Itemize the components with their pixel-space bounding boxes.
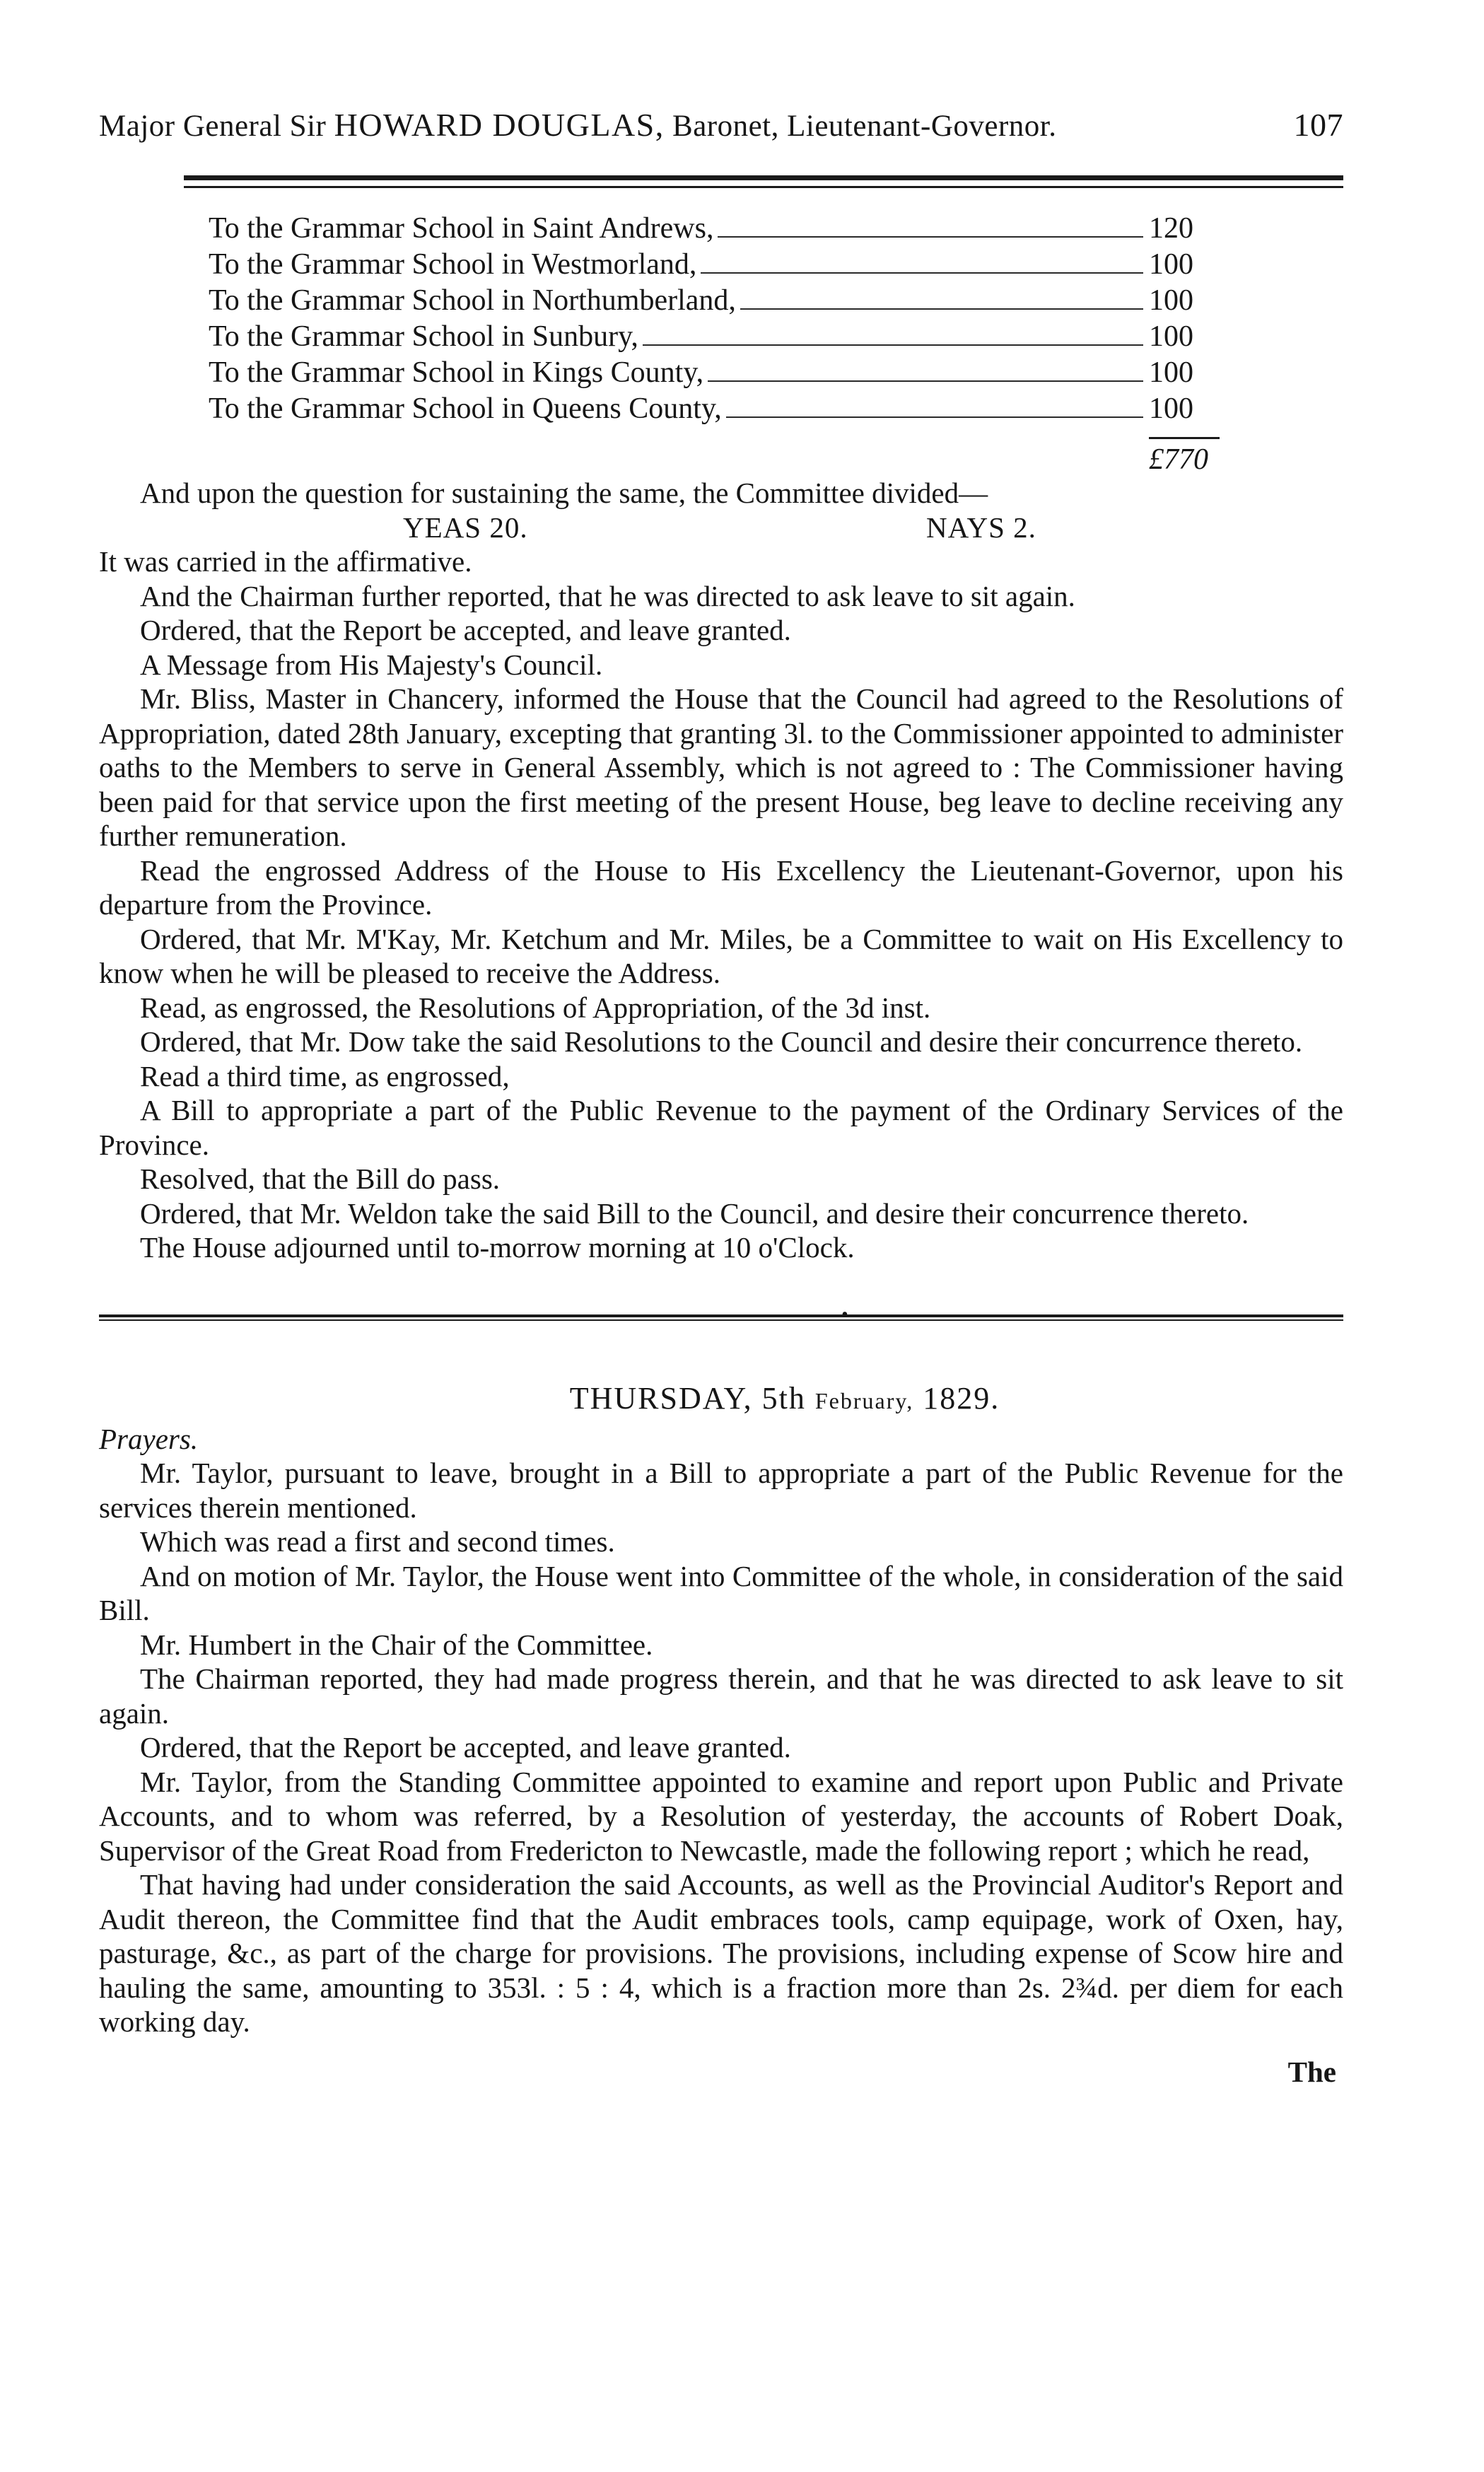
grant-row (209, 283, 1220, 319)
date-heading (99, 1380, 1343, 1416)
grant-amount: 100 (1149, 284, 1193, 317)
grant-row (209, 319, 1220, 355)
title-suffix: Baronet, Lieutenant-Governor. (664, 110, 1057, 143)
paragraph: The House adjourned until to-morrow morning at 10 o'Clock. (140, 1231, 855, 1264)
yeas-count: YEAS 20. (403, 511, 528, 544)
prayers-label: Prayers. (99, 1422, 199, 1455)
section-divider (99, 1303, 1343, 1326)
grant-amount: 120 (1149, 212, 1193, 245)
paragraph: Read a third time, as engrossed, (140, 1059, 510, 1092)
grants-total: £770 (1149, 437, 1220, 476)
grant-amount: 100 (1149, 320, 1193, 353)
divider-ornament: • (841, 1303, 848, 1326)
paragraph: Mr. Humbert in the Chair of the Committee. (140, 1628, 653, 1661)
grant-name: To the Grammar School in Sunbury, (209, 320, 638, 353)
header-rule (184, 175, 1343, 188)
date-day: THURSDAY, 5th (569, 1380, 815, 1416)
leader-line (643, 344, 1143, 346)
grant-amount: 100 (1149, 356, 1193, 389)
paragraph: Read, as engrossed, the Resolutions of Appropriation, of the 3d inst. (140, 991, 931, 1024)
grant-amount: 100 (1149, 248, 1193, 281)
title-name: HOWARD DOUGLAS, (334, 107, 665, 143)
paragraph: Ordered, that the Report be accepted, and leave granted. (140, 1731, 791, 1763)
paragraph: Read the engrossed Address of the House to His Excellency the Lieutenant-Governor, upon his departure from the Province. (99, 853, 1343, 921)
date-month: February, (814, 1387, 914, 1413)
grant-name: To the Grammar School in Kings County, (209, 356, 704, 389)
grant-name: To the Grammar School in Westmorland, (209, 248, 697, 281)
grant-name: To the Grammar School in Queens County, (209, 392, 722, 425)
running-header (99, 106, 1343, 148)
nays-count: NAYS 2. (926, 511, 1036, 544)
leader-line (708, 380, 1143, 382)
running-title (99, 106, 1056, 144)
grant-amount: 100 (1149, 392, 1193, 425)
leader-line (718, 236, 1143, 238)
paragraph: Mr. Taylor, pursuant to leave, brought in a Bill to appropriate a part of the Public Revenue for the services therein mentioned. (99, 1457, 1343, 1524)
page-number: 107 (1293, 107, 1343, 143)
grant-name: To the Grammar School in Saint Andrews, (209, 212, 714, 245)
paragraph: Ordered, that Mr. M'Kay, Mr. Ketchum and Mr. Miles, be a Committee to wait on His Excellency to know when he will be pleased to receive the Address. (99, 922, 1343, 989)
paragraph: A Bill to appropriate a part of the Public Revenue to the payment of the Ordinary Services of the Province. (99, 1094, 1343, 1161)
paragraph: Which was read a first and second times. (140, 1525, 615, 1558)
paragraph: The Chairman reported, they had made progress therein, and that he was directed to ask leave to sit again. (99, 1662, 1343, 1730)
leader-line (726, 416, 1143, 418)
grant-row (209, 247, 1220, 283)
paragraph: Mr. Bliss, Master in Chancery, informed the House that the Council had agreed to the Resolutions of Appropriation, dated 28th January, excepting that granting 3l. to the Commissioner appointed to administer oaths to the Members to serve in General Assembly, which is not agreed to : The Commissioner having been paid for that service upon the first meeting of the present House, beg leave to decline receiving any further remuneration. (99, 682, 1343, 852)
paragraph: Ordered, that the Report be accepted, and leave granted. (140, 614, 791, 646)
grant-name: To the Grammar School in Northumberland, (209, 284, 736, 317)
grant-row (209, 211, 1220, 247)
paragraph: And upon the question for sustaining the same, the Committee divided— (140, 477, 988, 509)
title-prefix: Major General Sir (99, 110, 334, 143)
leader-line (701, 272, 1143, 274)
paragraph: Resolved, that the Bill do pass. (140, 1162, 501, 1195)
proceedings-part-2 (99, 1456, 1343, 2039)
paragraph: It was carried in the affirmative. (99, 545, 472, 578)
division-result (99, 511, 1343, 545)
paragraph: Ordered, that Mr. Weldon take the said Bill to the Council, and desire their concurrence thereto. (140, 1196, 1249, 1230)
proceedings-part-1 (99, 476, 1343, 1265)
paragraph: And the Chairman further reported, that he was directed to ask leave to sit again. (140, 579, 1075, 612)
paragraph: A Message from His Majesty's Council. (140, 648, 603, 681)
leader-line (740, 308, 1143, 310)
paragraph: That having had under consideration the said Accounts, as well as the Provincial Auditor's Report and Audit thereon, the Committee find that the Audit embraces tools, camp equipage, work of Oxen, hay, pasturage, &c., as part of the charge for provisions. The provisions, including expense of Scow hire and hauling the same, amounting to 353l. : 5 : 4, which is a fraction more than 2s. 2¾d. per diem for each working day. (99, 1868, 1343, 2038)
grant-row (209, 391, 1220, 427)
grants-list (209, 211, 1220, 427)
grants-total-row (209, 427, 1220, 476)
paragraph: Ordered, that Mr. Dow take the said Resolutions to the Council and desire their concurrence thereto. (140, 1025, 1303, 1058)
document-page (99, 106, 1343, 2089)
paragraph: Mr. Taylor, from the Standing Committee appointed to examine and report upon Public and Private Accounts, and to whom was referred, by a Resolution of yesterday, the accounts of Robert Doak, Supervisor of the Great Road from Fredericton to Newcastle, made the following report ; which he read, (99, 1765, 1343, 1867)
date-year: 1829. (913, 1380, 1000, 1416)
catchword: The (1287, 2055, 1336, 2088)
grant-row (209, 355, 1220, 391)
paragraph: And on motion of Mr. Taylor, the House went into Committee of the whole, in consideration of the said Bill. (99, 1559, 1343, 1626)
